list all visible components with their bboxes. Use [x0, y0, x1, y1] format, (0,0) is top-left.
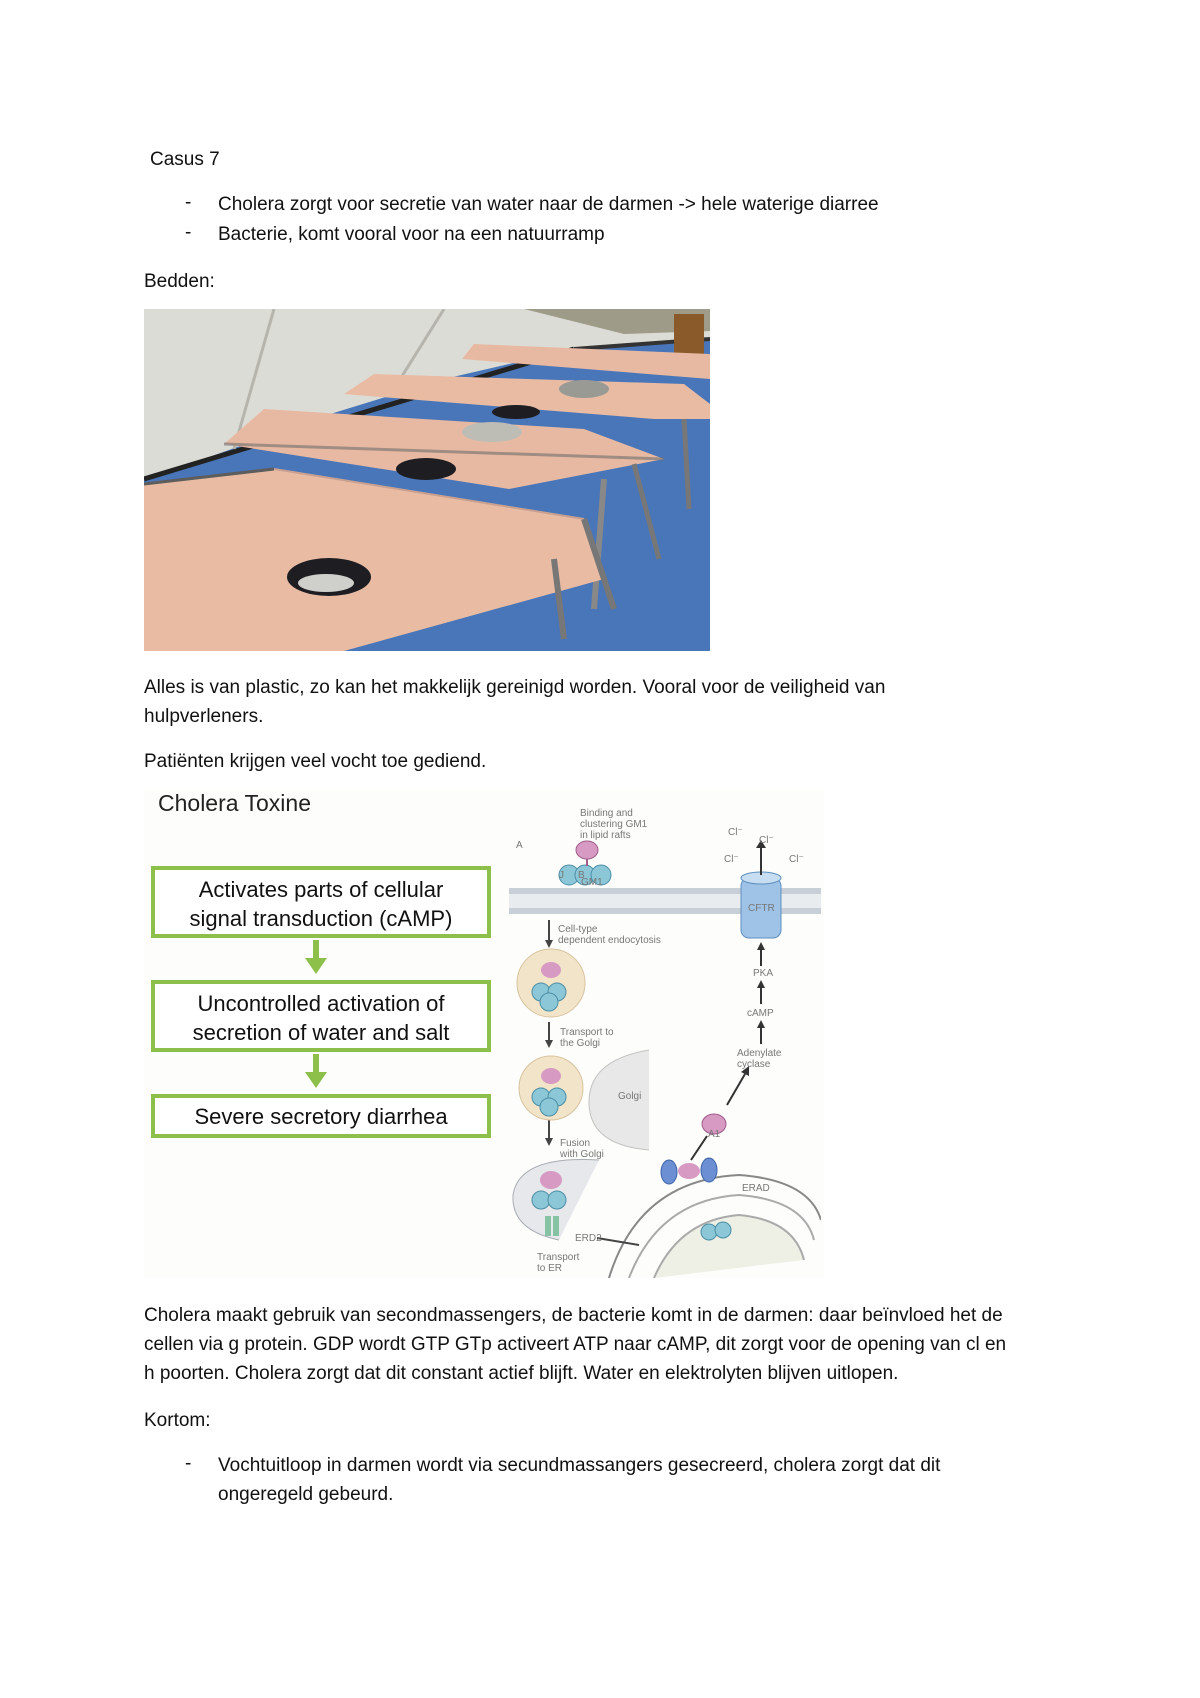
label-cftr: CFTR	[748, 903, 775, 914]
flow-arrow-icon	[304, 940, 328, 976]
label-binding	[580, 808, 647, 841]
paragraph-vocht: Patiënten krijgen veel vocht toe gediend.	[144, 751, 487, 772]
label-a1: A1	[708, 1129, 721, 1140]
label-line: the Golgi	[560, 1038, 601, 1049]
kortom-bullet-2: ongeregeld gebeurd.	[218, 1484, 394, 1505]
label-line: with Golgi	[560, 1149, 604, 1160]
label-cl: Cl⁻	[789, 854, 804, 865]
label-erd2: ERD2	[575, 1233, 602, 1244]
label-endocytosis	[558, 924, 661, 946]
label-golgi: Golgi	[618, 1091, 642, 1102]
intro-bullet-1: Cholera zorgt voor secretie van water naar de darmen -> hele waterige diarree	[218, 194, 879, 215]
flow-box-line: Severe secretory diarrhea	[194, 1104, 448, 1129]
paragraph-plastic-1: Alles is van plastic, zo kan het makkelijk gereinigd worden. Vooral voor de veiligheid van	[144, 677, 886, 698]
flow-box-secretion	[151, 980, 491, 1052]
cholera-cots-photo	[144, 309, 710, 651]
label-to-er	[537, 1252, 579, 1274]
label-b: B	[578, 870, 585, 881]
label-a: A	[516, 840, 523, 851]
bullet-marker: -	[185, 222, 192, 243]
label-gm1: GM1	[581, 877, 603, 888]
paragraph-plastic-2: hulpverleners.	[144, 706, 264, 727]
label-line: Transport to	[560, 1027, 614, 1038]
label-cl: Cl⁻	[724, 854, 739, 865]
flow-box-line: signal transduction (cAMP)	[189, 906, 453, 931]
flow-arrow-icon	[304, 1054, 328, 1090]
paragraph-second-2: cellen via g protein. GDP wordt GTP GTp activeert ATP naar cAMP, dit zorgt voor de opening van cl en	[144, 1334, 1007, 1355]
label-line: Fusion	[560, 1138, 591, 1149]
label-line: cyclase	[737, 1059, 771, 1070]
paragraph-second-1: Cholera maakt gebruik van secondmassengers, de bacterie komt in de darmen: daar beïnvloed het de	[144, 1305, 1003, 1326]
flow-box-line: Uncontrolled activation of	[197, 991, 445, 1016]
label-j: J	[559, 870, 564, 881]
bullet-marker: -	[185, 1453, 192, 1474]
bullet-marker: -	[185, 192, 192, 213]
flow-box-line: Activates parts of cellular	[198, 877, 444, 902]
label-pka: PKA	[753, 968, 774, 979]
label-line: Adenylate	[737, 1048, 782, 1059]
paragraph-second-3: h poorten. Cholera zorgt dat dit constant actief blijft. Water en elektrolyten blijven uitlopen.	[144, 1363, 899, 1384]
label-golgi-transport	[560, 1027, 614, 1049]
bedden-label: Bedden:	[144, 271, 215, 292]
label-fusion	[560, 1138, 604, 1160]
doc-title: Casus 7	[150, 149, 220, 170]
label-adenylate	[737, 1048, 781, 1070]
label-line: in lipid rafts	[580, 830, 631, 841]
flow-box-line: secretion of water and salt	[192, 1020, 450, 1045]
label-cl: Cl⁻	[759, 835, 774, 846]
label-line: clustering GM1	[580, 819, 648, 830]
kortom-bullet-1: Vochtuitloop in darmen wordt via secundmassangers gesecreerd, cholera zorgt dat dit	[218, 1455, 941, 1476]
label-line: Transport	[537, 1252, 580, 1263]
diagram-title: Cholera Toxine	[158, 790, 312, 816]
label-erad: ERAD	[742, 1183, 770, 1194]
flow-box-camp	[151, 866, 491, 938]
label-line: to ER	[537, 1263, 563, 1274]
label-line: dependent endocytosis	[558, 935, 661, 946]
label-line: Binding and	[580, 808, 633, 819]
label-camp: cAMP	[747, 1008, 774, 1019]
intro-bullet-2: Bacterie, komt vooral voor na een natuurramp	[218, 224, 605, 245]
cholera-toxin-diagram	[144, 790, 824, 1278]
label-line: Cell-type	[558, 924, 598, 935]
label-cl: Cl⁻	[728, 827, 743, 838]
flow-box-diarrhea	[151, 1094, 491, 1138]
kortom-label: Kortom:	[144, 1410, 211, 1431]
